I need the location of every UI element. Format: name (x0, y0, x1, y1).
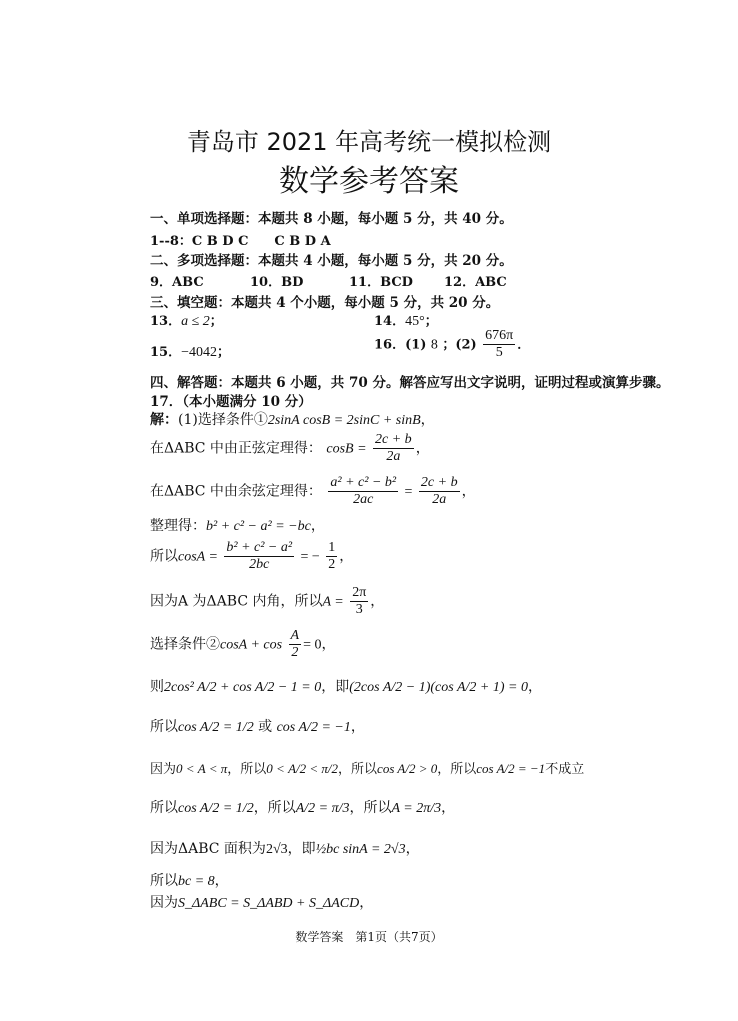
line-3-numerator-2: 2c + b (420, 475, 458, 490)
line-10-text-5: 不成立 (545, 762, 585, 777)
line-10-text: 因为 (150, 762, 177, 777)
line-12-end: ， (405, 841, 420, 857)
line-3-numerator-1: a² + c² − b² (330, 475, 397, 490)
line-7-numerator: A (290, 628, 300, 643)
line-8-math-2: (2cos A/2 − 1)(cos A/2 + 1) = 0 (349, 680, 528, 695)
line-11-math-3: A = 2π/3 (391, 801, 442, 816)
solution-line-4 (150, 515, 325, 535)
line-6-end: ， (370, 593, 385, 610)
line-5-fraction-2 (326, 540, 337, 573)
line-1-end: ， (420, 412, 435, 428)
line-5-lhs: cosA = (178, 549, 218, 565)
solution-line-1 (150, 409, 435, 429)
section-1-heading: 一、单项选择题：本题共 8 小题，每小题 5 分，共 40 分。 (150, 211, 513, 227)
section-2-heading: 二、多项选择题：本题共 4 小题，每小题 5 分，共 20 分。 (150, 253, 513, 269)
answer-16-numerator: 676π (485, 328, 514, 343)
section-1-answers: 1--8：C B D C C B D A (150, 234, 331, 249)
line-6-lhs: A = (322, 594, 344, 610)
line-9-math-1: cos A/2 = 1/2 (178, 720, 254, 735)
answer-13-label: 13． (150, 314, 182, 329)
solution-line-2 (150, 432, 430, 465)
line-14-text: 因为 (150, 895, 178, 911)
section-4-heading: 四、解答题：本题共 6 小题，共 70 分。解答应写出文字说明，证明过程或演算步骤。 (150, 375, 670, 391)
line-2-lhs: cosB = (326, 441, 367, 457)
solution-line-14 (150, 892, 373, 912)
answer-15 (150, 341, 230, 361)
line-7-fraction (289, 628, 302, 661)
line-13-text: 所以 (150, 873, 178, 889)
line-5-end: ， (339, 548, 354, 565)
answer-10: 10．BD (250, 275, 304, 290)
question-17-heading: 17．（本小题满分 10 分） (150, 394, 312, 410)
line-14-end: ， (359, 895, 374, 911)
line-8-text: 则 (150, 679, 164, 695)
answer-13-end: ； (209, 314, 223, 329)
answer-16-end: ． (517, 337, 531, 353)
answer-9: 9．ABC (150, 275, 204, 290)
line-6-numerator: 2π (352, 585, 367, 600)
line-7-end: = 0， (303, 637, 336, 653)
line-5-denominator-1: 2bc (249, 557, 270, 572)
line-13-math: bc = 8 (178, 874, 215, 889)
line-3-denominator-1: 2ac (353, 492, 374, 507)
line-7-text: 选择条件② (150, 636, 220, 653)
line-10-text-2: ，所以 (227, 762, 267, 777)
line-3-equals: = (404, 484, 413, 500)
line-7-denominator: 2 (291, 645, 299, 660)
line-9-math-2: cos A/2 = −1 (276, 720, 351, 735)
solution-line-5 (150, 540, 353, 573)
line-8-end: ， (527, 679, 542, 695)
line-3-fraction-1 (328, 475, 398, 508)
line-2-numerator: 2c + b (375, 432, 412, 447)
line-4-math: b² + c² − a² = −bc (206, 519, 311, 534)
page-footer: 数学答案 第1页（共7页） (295, 930, 443, 944)
line-11-text-2: ，所以 (253, 800, 296, 816)
line-12-text-2: ，即 (287, 841, 316, 857)
line-2-denominator: 2a (386, 449, 401, 464)
line-7-lhs: cosA + cos (220, 637, 283, 653)
line-6-fraction (350, 585, 368, 618)
line-5-numerator-2: 1 (328, 540, 336, 555)
answer-14-end: ； (424, 314, 438, 329)
solution-line-6 (150, 585, 384, 618)
line-9-end: ， (350, 719, 365, 735)
line-6-text: 因为A 为ΔABC 内角，所以 (150, 593, 323, 610)
line-5-text: 所以 (150, 548, 178, 565)
line-14-math: S_ΔABC = S_ΔABD + S_ΔACD (178, 896, 360, 911)
line-11-text-3: ，所以 (349, 800, 392, 816)
line-10-math-4: cos A/2 = −1 (476, 761, 546, 776)
solution-line-13 (150, 870, 229, 890)
line-12-math-1: 2√3 (265, 842, 288, 857)
line-10-text-4: ，所以 (437, 762, 477, 777)
line-4-end: ， (310, 518, 325, 534)
line-3-end: ， (461, 483, 476, 500)
line-5-denominator-2: 2 (328, 557, 336, 572)
line-10-math-1: 0 < A < π (176, 761, 228, 776)
line-11-math-2: A/2 = π/3 (295, 801, 350, 816)
line-1-math: 2sinA cosB = 2sinC + sinB (267, 413, 421, 428)
answer-16-label: 16．(1) (374, 337, 427, 353)
answer-15-value: −4042 (181, 345, 217, 360)
solution-line-7 (150, 628, 336, 661)
solution-line-9 (150, 716, 365, 736)
solution-line-10 (150, 758, 584, 777)
line-11-math-1: cos A/2 = 1/2 (178, 801, 254, 816)
line-5-numerator-1: b² + c² − a² (226, 540, 293, 555)
doc-title: 青岛市 2021 年高考统一模拟检测 (186, 128, 552, 156)
line-2-end: ， (415, 440, 430, 457)
answer-16 (374, 328, 530, 361)
doc-subtitle: 数学参考答案 (279, 164, 459, 199)
answer-16-denominator: 5 (495, 345, 503, 360)
line-10-math-2: 0 < A/2 < π/2 (266, 761, 339, 776)
answer-14-value: 45° (405, 314, 425, 329)
answer-15-end: ； (217, 345, 231, 360)
line-3-denominator-2: 2a (432, 492, 447, 507)
solution-label: 解： (150, 412, 178, 428)
answer-14-label: 14． (374, 314, 406, 329)
line-12-text: 因为ΔABC 面积为 (150, 841, 266, 857)
line-9-text: 所以 (150, 719, 178, 735)
solution-line-8 (150, 676, 542, 696)
line-6-denominator: 3 (355, 602, 363, 617)
answer-15-label: 15． (150, 345, 182, 360)
answer-13-value: a ≤ 2 (181, 314, 210, 329)
line-3-text: 在ΔABC 中由余弦定理得： (150, 483, 322, 500)
answer-16-value-1: 8 (430, 337, 438, 353)
line-4-text: 整理得： (150, 518, 206, 534)
answer-16-fraction (483, 328, 515, 361)
line-10-math-3: cos A/2 > 0 (377, 761, 438, 776)
line-8-math-1: 2cos² A/2 + cos A/2 − 1 = 0 (164, 680, 322, 695)
line-5-fraction-1 (224, 540, 294, 573)
answer-16-mid: ；(2) (442, 337, 477, 353)
line-2-fraction (373, 432, 414, 465)
line-2-text: 在ΔABC 中由正弦定理得： (150, 440, 322, 457)
line-10-text-3: ，所以 (338, 762, 378, 777)
answer-14 (374, 310, 438, 330)
line-13-end: ， (214, 873, 229, 889)
line-11-end: ， (441, 800, 456, 816)
answer-11: 11．BCD (349, 275, 413, 290)
line-5-equals: = − (300, 549, 320, 565)
answer-13 (150, 310, 223, 330)
line-3-fraction-2 (419, 475, 460, 508)
line-8-mid: ，即 (321, 679, 350, 695)
line-12-math-2: ½bc sinA = 2√3 (315, 842, 406, 857)
line-1-text: (1)选择条件① (178, 412, 268, 428)
answer-12: 12．ABC (444, 275, 507, 290)
solution-line-12 (150, 838, 420, 858)
line-9-or: 或 (258, 719, 273, 735)
solution-line-3 (150, 475, 476, 508)
section-3-heading: 三、填空题：本题共 4 个小题，每小题 5 分，共 20 分。 (150, 295, 500, 311)
line-11-text: 所以 (150, 800, 178, 816)
solution-line-11 (150, 797, 455, 817)
